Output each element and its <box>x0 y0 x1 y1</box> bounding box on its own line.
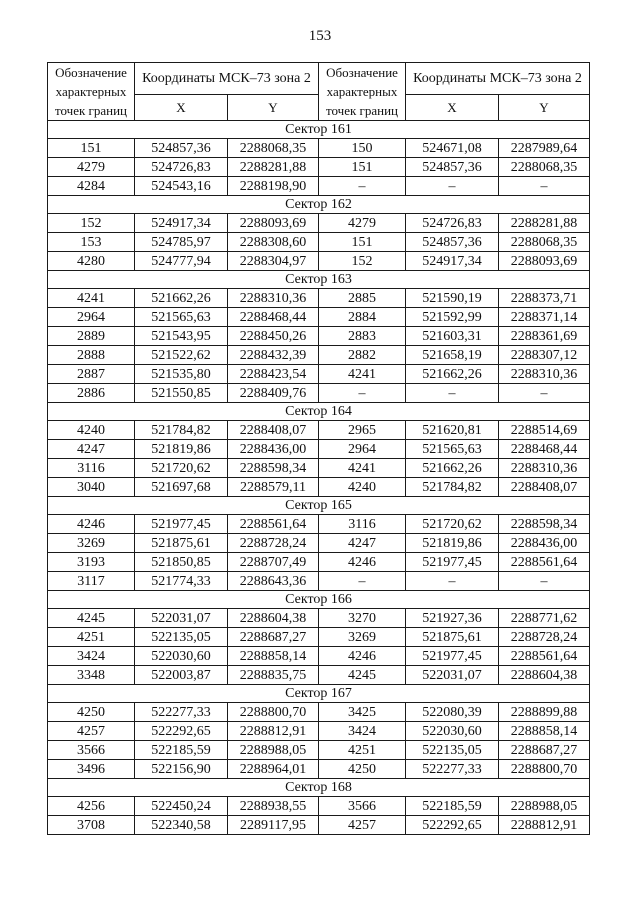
y-right: 2288373,71 <box>499 289 590 308</box>
point-id-right: 3425 <box>319 703 406 722</box>
point-id-right: 2965 <box>319 421 406 440</box>
table-row <box>48 741 590 760</box>
x-right: 521603,31 <box>406 327 499 346</box>
y-right: 2288281,88 <box>499 214 590 233</box>
sector-header-row <box>48 121 590 139</box>
point-id-right: 3269 <box>319 628 406 647</box>
point-id-left: 4280 <box>48 252 135 271</box>
point-id-right: 3270 <box>319 609 406 628</box>
point-id-right: – <box>319 177 406 196</box>
x-right: 524857,36 <box>406 158 499 177</box>
table-row <box>48 346 590 365</box>
x-left: 521977,45 <box>135 515 228 534</box>
point-id-right: 3116 <box>319 515 406 534</box>
sector-header-row <box>48 196 590 214</box>
point-id-left: 2888 <box>48 346 135 365</box>
point-id-left: 3117 <box>48 572 135 591</box>
sector-title: Сектор 164 <box>48 403 590 421</box>
x-right: 521592,99 <box>406 308 499 327</box>
y-left: 2288432,39 <box>228 346 319 365</box>
y-left: 2288938,55 <box>228 797 319 816</box>
point-id-right: 2884 <box>319 308 406 327</box>
point-id-left: 3269 <box>48 534 135 553</box>
y-right: 2288068,35 <box>499 233 590 252</box>
x-left: 524777,94 <box>135 252 228 271</box>
header-x-right: X <box>406 95 499 121</box>
x-right: 522277,33 <box>406 760 499 779</box>
x-right: 522135,05 <box>406 741 499 760</box>
x-right: 521620,81 <box>406 421 499 440</box>
y-left: 2288800,70 <box>228 703 319 722</box>
sector-title: Сектор 161 <box>48 121 590 139</box>
y-right: 2288307,12 <box>499 346 590 365</box>
x-left: 522292,65 <box>135 722 228 741</box>
table-row <box>48 177 590 196</box>
y-left: 2288436,00 <box>228 440 319 459</box>
y-right: 2288812,91 <box>499 816 590 835</box>
x-left: 521784,82 <box>135 421 228 440</box>
y-right: 2288310,36 <box>499 459 590 478</box>
x-left: 522030,60 <box>135 647 228 666</box>
table-row <box>48 628 590 647</box>
x-left: 524917,34 <box>135 214 228 233</box>
header-coordinates-left: Координаты МСК–73 зона 2 <box>135 63 319 95</box>
x-right: 521590,19 <box>406 289 499 308</box>
sector-header-row <box>48 591 590 609</box>
point-id-left: 2889 <box>48 327 135 346</box>
table-body <box>48 121 590 835</box>
point-id-left: 4256 <box>48 797 135 816</box>
y-left: 2288310,36 <box>228 289 319 308</box>
x-left: 524726,83 <box>135 158 228 177</box>
header-y-left: Y <box>228 95 319 121</box>
point-id-left: 4245 <box>48 609 135 628</box>
x-right: 524857,36 <box>406 233 499 252</box>
table-row <box>48 365 590 384</box>
x-left: 521565,63 <box>135 308 228 327</box>
x-left: 521720,62 <box>135 459 228 478</box>
sector-header-row <box>48 403 590 421</box>
x-left: 521662,26 <box>135 289 228 308</box>
point-id-right: 2964 <box>319 440 406 459</box>
y-left: 2288707,49 <box>228 553 319 572</box>
point-id-left: 3496 <box>48 760 135 779</box>
x-left: 522003,87 <box>135 666 228 685</box>
point-id-right: – <box>319 572 406 591</box>
x-left: 521543,95 <box>135 327 228 346</box>
x-right: – <box>406 384 499 403</box>
table-header <box>48 63 590 121</box>
point-id-right: 4245 <box>319 666 406 685</box>
point-id-left: 3566 <box>48 741 135 760</box>
point-id-left: 4251 <box>48 628 135 647</box>
y-right: – <box>499 572 590 591</box>
point-id-right: 4240 <box>319 478 406 497</box>
table-row <box>48 233 590 252</box>
y-left: 2288198,90 <box>228 177 319 196</box>
y-left: 2288409,76 <box>228 384 319 403</box>
point-id-left: 3348 <box>48 666 135 685</box>
y-right: 2288800,70 <box>499 760 590 779</box>
table-row <box>48 553 590 572</box>
point-id-right: 151 <box>319 158 406 177</box>
point-id-left: 4279 <box>48 158 135 177</box>
table-row <box>48 478 590 497</box>
y-left: 2288579,11 <box>228 478 319 497</box>
header-x-left: X <box>135 95 228 121</box>
table-row <box>48 421 590 440</box>
table-row <box>48 722 590 741</box>
y-left: 2288408,07 <box>228 421 319 440</box>
x-left: 521522,62 <box>135 346 228 365</box>
sector-header-row <box>48 497 590 515</box>
y-left: 2288988,05 <box>228 741 319 760</box>
y-right: 2288728,24 <box>499 628 590 647</box>
y-right: – <box>499 177 590 196</box>
point-id-right: 4257 <box>319 816 406 835</box>
sector-title: Сектор 165 <box>48 497 590 515</box>
x-left: 521774,33 <box>135 572 228 591</box>
table-row <box>48 816 590 835</box>
x-right: 521662,26 <box>406 459 499 478</box>
point-id-left: 3193 <box>48 553 135 572</box>
y-right: 2288093,69 <box>499 252 590 271</box>
x-left: 522340,58 <box>135 816 228 835</box>
sector-header-row <box>48 685 590 703</box>
y-right: 2287989,64 <box>499 139 590 158</box>
x-right: 521784,82 <box>406 478 499 497</box>
point-id-right: 3566 <box>319 797 406 816</box>
table-row <box>48 158 590 177</box>
sector-title: Сектор 163 <box>48 271 590 289</box>
y-right: 2288514,69 <box>499 421 590 440</box>
x-right: 521977,45 <box>406 553 499 572</box>
sector-header-row <box>48 271 590 289</box>
x-right: 524917,34 <box>406 252 499 271</box>
point-id-right: 4241 <box>319 459 406 478</box>
point-id-left: 4241 <box>48 289 135 308</box>
x-left: 521550,85 <box>135 384 228 403</box>
header-point-label-right: Обозначение характерных точек границ <box>319 63 406 121</box>
point-id-right: 151 <box>319 233 406 252</box>
header-point-label-left: Обозначение характерных точек границ <box>48 63 135 121</box>
y-right: 2288561,64 <box>499 553 590 572</box>
y-left: 2288598,34 <box>228 459 319 478</box>
y-right: 2288436,00 <box>499 534 590 553</box>
x-right: 521875,61 <box>406 628 499 647</box>
point-id-left: 4247 <box>48 440 135 459</box>
point-id-right: 3424 <box>319 722 406 741</box>
y-right: 2288771,62 <box>499 609 590 628</box>
x-right: 521662,26 <box>406 365 499 384</box>
table-row <box>48 440 590 459</box>
sector-title: Сектор 162 <box>48 196 590 214</box>
x-right: 522031,07 <box>406 666 499 685</box>
y-left: 2288450,26 <box>228 327 319 346</box>
x-left: 521875,61 <box>135 534 228 553</box>
x-left: 521819,86 <box>135 440 228 459</box>
y-left: 2288604,38 <box>228 609 319 628</box>
point-id-right: 4279 <box>319 214 406 233</box>
point-id-right: 150 <box>319 139 406 158</box>
table-row <box>48 384 590 403</box>
point-id-left: 4257 <box>48 722 135 741</box>
point-id-left: 3040 <box>48 478 135 497</box>
point-id-left: 4284 <box>48 177 135 196</box>
x-right: – <box>406 572 499 591</box>
y-right: 2288604,38 <box>499 666 590 685</box>
point-id-left: 4240 <box>48 421 135 440</box>
x-left: 524543,16 <box>135 177 228 196</box>
y-right: 2288371,14 <box>499 308 590 327</box>
x-right: 524671,08 <box>406 139 499 158</box>
x-right: 521565,63 <box>406 440 499 459</box>
x-right: 521720,62 <box>406 515 499 534</box>
point-id-right: 2883 <box>319 327 406 346</box>
table-row <box>48 289 590 308</box>
y-right: 2288361,69 <box>499 327 590 346</box>
x-right: – <box>406 177 499 196</box>
y-right: 2288988,05 <box>499 797 590 816</box>
page-number: 153 <box>308 28 332 44</box>
table-row <box>48 647 590 666</box>
table-row <box>48 703 590 722</box>
point-id-left: 4250 <box>48 703 135 722</box>
x-left: 522031,07 <box>135 609 228 628</box>
y-right: 2288598,34 <box>499 515 590 534</box>
point-id-left: 3708 <box>48 816 135 835</box>
x-right: 524726,83 <box>406 214 499 233</box>
point-id-left: 151 <box>48 139 135 158</box>
table-row <box>48 666 590 685</box>
point-id-left: 153 <box>48 233 135 252</box>
x-right: 522185,59 <box>406 797 499 816</box>
point-id-right: 4247 <box>319 534 406 553</box>
point-id-right: 152 <box>319 252 406 271</box>
table-row <box>48 515 590 534</box>
x-right: 521977,45 <box>406 647 499 666</box>
x-left: 522156,90 <box>135 760 228 779</box>
x-right: 522080,39 <box>406 703 499 722</box>
table-row <box>48 572 590 591</box>
y-right: 2288858,14 <box>499 722 590 741</box>
x-right: 522292,65 <box>406 816 499 835</box>
y-left: 2288423,54 <box>228 365 319 384</box>
x-left: 521697,68 <box>135 478 228 497</box>
table-row <box>48 327 590 346</box>
y-right: 2288068,35 <box>499 158 590 177</box>
point-id-right: 4241 <box>319 365 406 384</box>
x-left: 522185,59 <box>135 741 228 760</box>
y-left: 2288687,27 <box>228 628 319 647</box>
y-left: 2288308,60 <box>228 233 319 252</box>
y-right: 2288687,27 <box>499 741 590 760</box>
x-right: 521658,19 <box>406 346 499 365</box>
y-left: 2288728,24 <box>228 534 319 553</box>
point-id-left: 2886 <box>48 384 135 403</box>
y-left: 2288068,35 <box>228 139 319 158</box>
point-id-left: 2887 <box>48 365 135 384</box>
x-left: 522277,33 <box>135 703 228 722</box>
y-left: 2288468,44 <box>228 308 319 327</box>
y-left: 2288835,75 <box>228 666 319 685</box>
sector-header-row <box>48 779 590 797</box>
x-left: 521850,85 <box>135 553 228 572</box>
x-right: 521927,36 <box>406 609 499 628</box>
y-right: 2288310,36 <box>499 365 590 384</box>
x-left: 524857,36 <box>135 139 228 158</box>
point-id-right: 4246 <box>319 553 406 572</box>
point-id-right: 2885 <box>319 289 406 308</box>
y-right: 2288408,07 <box>499 478 590 497</box>
point-id-left: 152 <box>48 214 135 233</box>
y-left: 2288281,88 <box>228 158 319 177</box>
table-row <box>48 308 590 327</box>
y-left: 2289117,95 <box>228 816 319 835</box>
x-left: 524785,97 <box>135 233 228 252</box>
point-id-right: – <box>319 384 406 403</box>
y-right: 2288561,64 <box>499 647 590 666</box>
point-id-right: 2882 <box>319 346 406 365</box>
coordinates-table <box>47 62 590 835</box>
x-right: 522030,60 <box>406 722 499 741</box>
sector-title: Сектор 167 <box>48 685 590 703</box>
y-left: 2288093,69 <box>228 214 319 233</box>
table-row <box>48 252 590 271</box>
x-left: 521535,80 <box>135 365 228 384</box>
point-id-left: 4246 <box>48 515 135 534</box>
x-left: 522135,05 <box>135 628 228 647</box>
table-row <box>48 459 590 478</box>
y-left: 2288858,14 <box>228 647 319 666</box>
y-left: 2288964,01 <box>228 760 319 779</box>
point-id-left: 3424 <box>48 647 135 666</box>
point-id-right: 4250 <box>319 760 406 779</box>
table-row <box>48 609 590 628</box>
table-row <box>48 139 590 158</box>
header-coordinates-right: Координаты МСК–73 зона 2 <box>406 63 590 95</box>
sector-title: Сектор 166 <box>48 591 590 609</box>
x-right: 521819,86 <box>406 534 499 553</box>
y-right: 2288899,88 <box>499 703 590 722</box>
y-left: 2288561,64 <box>228 515 319 534</box>
point-id-right: 4251 <box>319 741 406 760</box>
header-y-right: Y <box>499 95 590 121</box>
point-id-right: 4246 <box>319 647 406 666</box>
y-right: 2288468,44 <box>499 440 590 459</box>
table-row <box>48 214 590 233</box>
table-row <box>48 534 590 553</box>
point-id-left: 2964 <box>48 308 135 327</box>
y-left: 2288812,91 <box>228 722 319 741</box>
y-left: 2288643,36 <box>228 572 319 591</box>
x-left: 522450,24 <box>135 797 228 816</box>
point-id-left: 3116 <box>48 459 135 478</box>
y-right: – <box>499 384 590 403</box>
sector-title: Сектор 168 <box>48 779 590 797</box>
table-row <box>48 797 590 816</box>
y-left: 2288304,97 <box>228 252 319 271</box>
table-row <box>48 760 590 779</box>
